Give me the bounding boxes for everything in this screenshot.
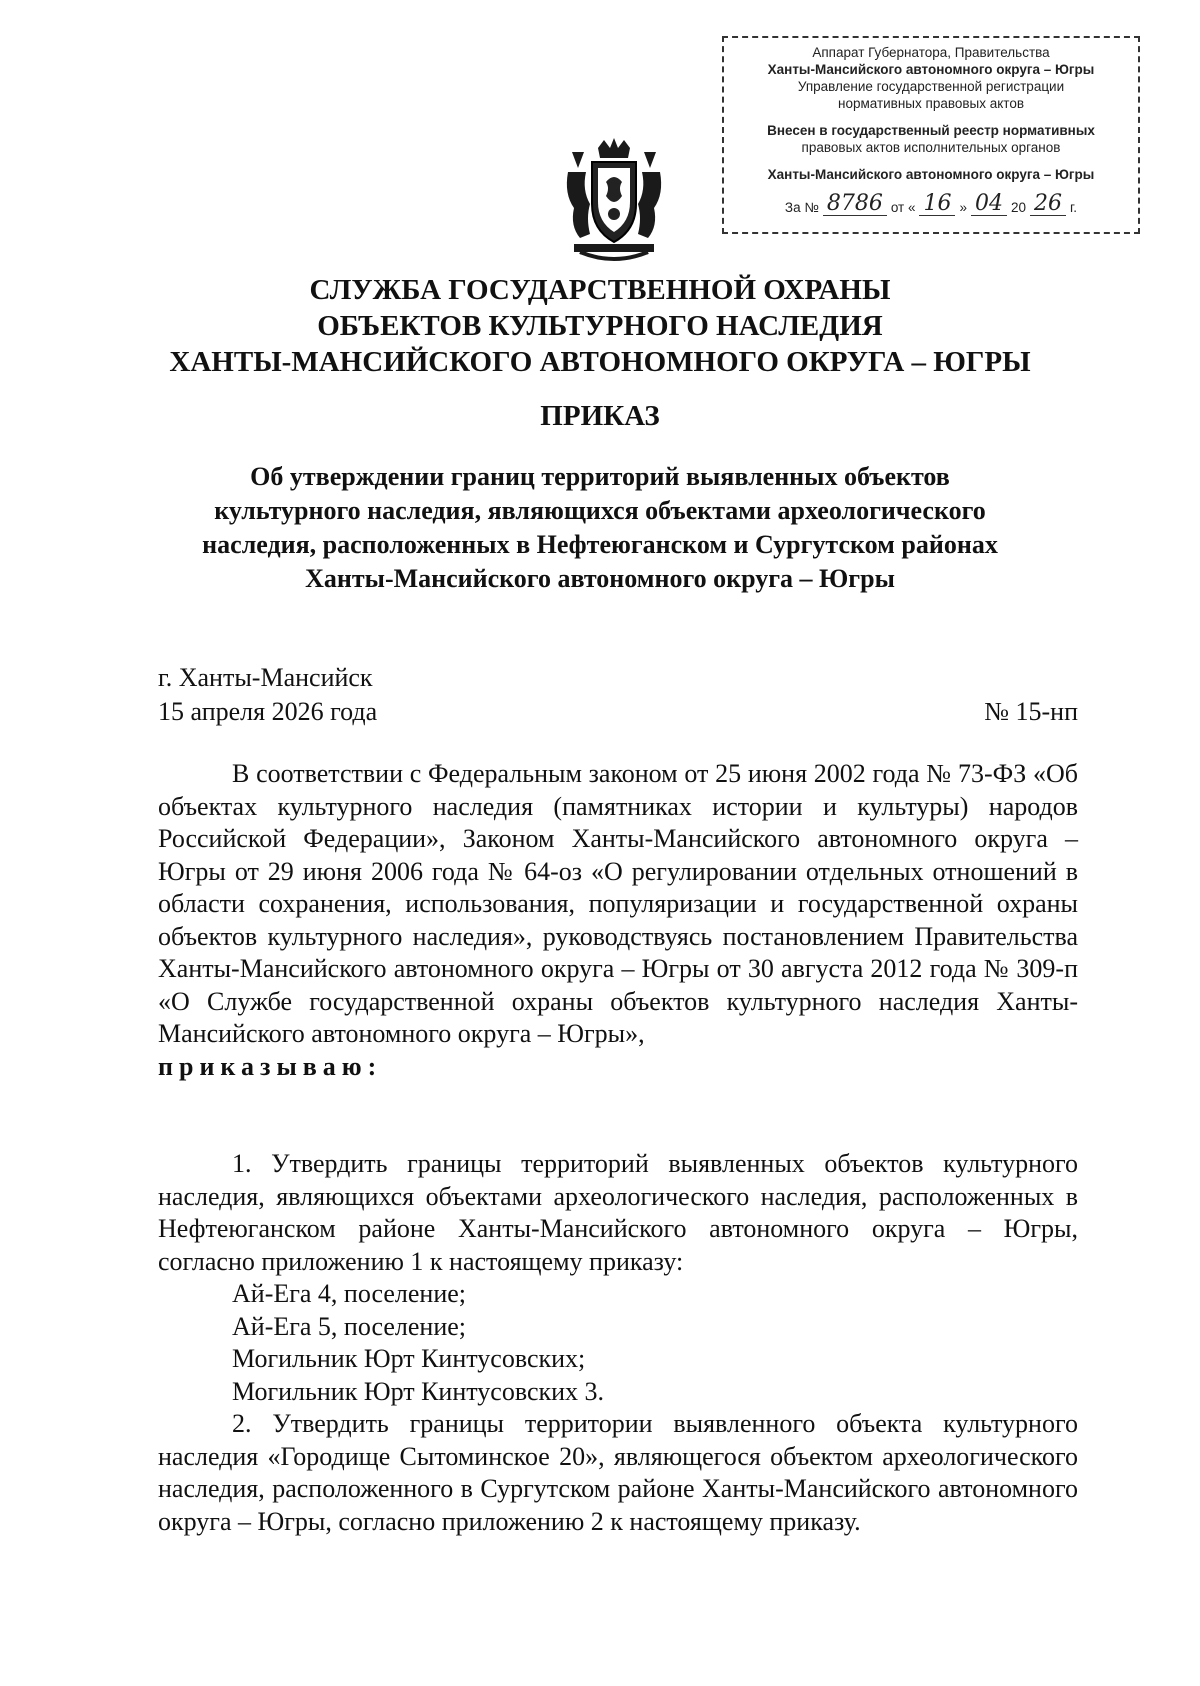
stamp-reg-mid: »: [959, 200, 967, 215]
list-item: Могильник Юрт Кинтусовских 3.: [232, 1376, 605, 1406]
order-item-text: 1. Утвердить границы территорий выявленных объектов культурного наследия, являющихся объектами археологического наследия, расположенных в Нефтеюганском районе Ханты-Мансийского автономного округа – Югры, согласно приложению 1 к настоящему приказу:: [158, 1149, 1078, 1276]
title-line: культурного наследия, являющихся объектами археологического: [214, 496, 986, 525]
stamp-reg-day: 16: [919, 193, 955, 216]
document-city: г. Ханты-Мансийск: [158, 663, 373, 692]
preamble-text: В соответствии с Федеральным законом от 25 июня 2002 года № 73-ФЗ «Об объектах культурного наследия (памятниках истории и культуры) народов Российской Федерации», Законом Ханты-Мансийского автономного округа – Югры от 29 июня 2006 года № 64-оз «О регулировании отдельных отношений в области сохранения, использования, популяризации и государственной охраны объектов культурного наследия», руководствуясь постановлением Правительства Ханты-Мансийского автономного округа – Югры от 30 августа 2012 года № 309-п «О Службе государственной охраны объектов культурного наследия Ханты-Мансийского автономного округа – Югры»,: [158, 759, 1078, 1048]
stamp-line: Управление государственной регистрации: [797, 79, 1065, 94]
organization-line: СЛУЖБА ГОСУДАРСТВЕННОЙ ОХРАНЫ: [309, 274, 891, 306]
list-item: Ай-Ега 4, поселение;: [232, 1279, 466, 1308]
stamp-reg-number: 8786: [823, 193, 887, 216]
organization-line: ОБЪЕКТОВ КУЛЬТУРНОГО НАСЛЕДИЯ: [317, 310, 883, 342]
order-item-text: 2. Утвердить границы территории выявленного объекта культурного наследия «Городище Сытоминское 20», являющегося объектом археологического наследия, расположенного в Сургутском районе Ханты-Мансийского автономного округа – Югры, согласно приложению 2 к настоящему приказу.: [158, 1409, 1078, 1536]
document-number: № 15-нп: [984, 697, 1078, 726]
title-line: Об утверждении границ территорий выявленных объектов: [250, 462, 950, 491]
stamp-reg-prefix: За №: [784, 200, 819, 215]
list-item: Ай-Ега 5, поселение;: [232, 1311, 466, 1341]
registration-stamp: [722, 36, 1140, 234]
stamp-line: Ханты-Мансийского автономного округа – Югры: [767, 62, 1095, 77]
stamp-reg-year: 26: [1030, 193, 1066, 216]
stamp-line: правовых актов исполнительных органов: [801, 140, 1061, 155]
organization-line: ХАНТЫ-МАНСИЙСКОГО АВТОНОМНОГО ОКРУГА – ЮГРЫ: [169, 346, 1031, 378]
order-item-1: [158, 1148, 1078, 1408]
preamble-block: [158, 758, 1078, 1083]
stamp-reg-from: от «: [890, 200, 916, 215]
organization-name: [0, 272, 1200, 380]
document-date: 15 апреля 2026 года: [158, 697, 378, 726]
document-date-row: [158, 694, 1078, 729]
order-item-2: [158, 1408, 1078, 1538]
stamp-reg-year-prefix: 20: [1011, 200, 1027, 215]
stamp-reg-suffix: г.: [1070, 200, 1078, 215]
stamp-line: Аппарат Губернатора, Правительства: [812, 45, 1050, 60]
stamp-line: Внесен в государственный реестр нормативных: [767, 123, 1095, 138]
document-type: ПРИКАЗ: [540, 400, 660, 432]
title-line: наследия, расположенных в Нефтеюганском и Сургутском районах: [202, 530, 998, 559]
title-line: Ханты-Мансийского автономного округа – Югры: [305, 564, 895, 593]
stamp-registration-row: [730, 193, 1132, 216]
order-word: приказываю:: [158, 1051, 383, 1081]
stamp-reg-month: 04: [971, 193, 1007, 216]
document-title: [0, 460, 1200, 596]
stamp-line: нормативных правовых актов: [837, 96, 1025, 111]
stamp-line: Ханты-Мансийского автономного округа – Югры: [767, 167, 1095, 182]
coat-of-arms-icon: [560, 138, 668, 264]
list-item: Могильник Юрт Кинтусовских;: [232, 1344, 586, 1373]
